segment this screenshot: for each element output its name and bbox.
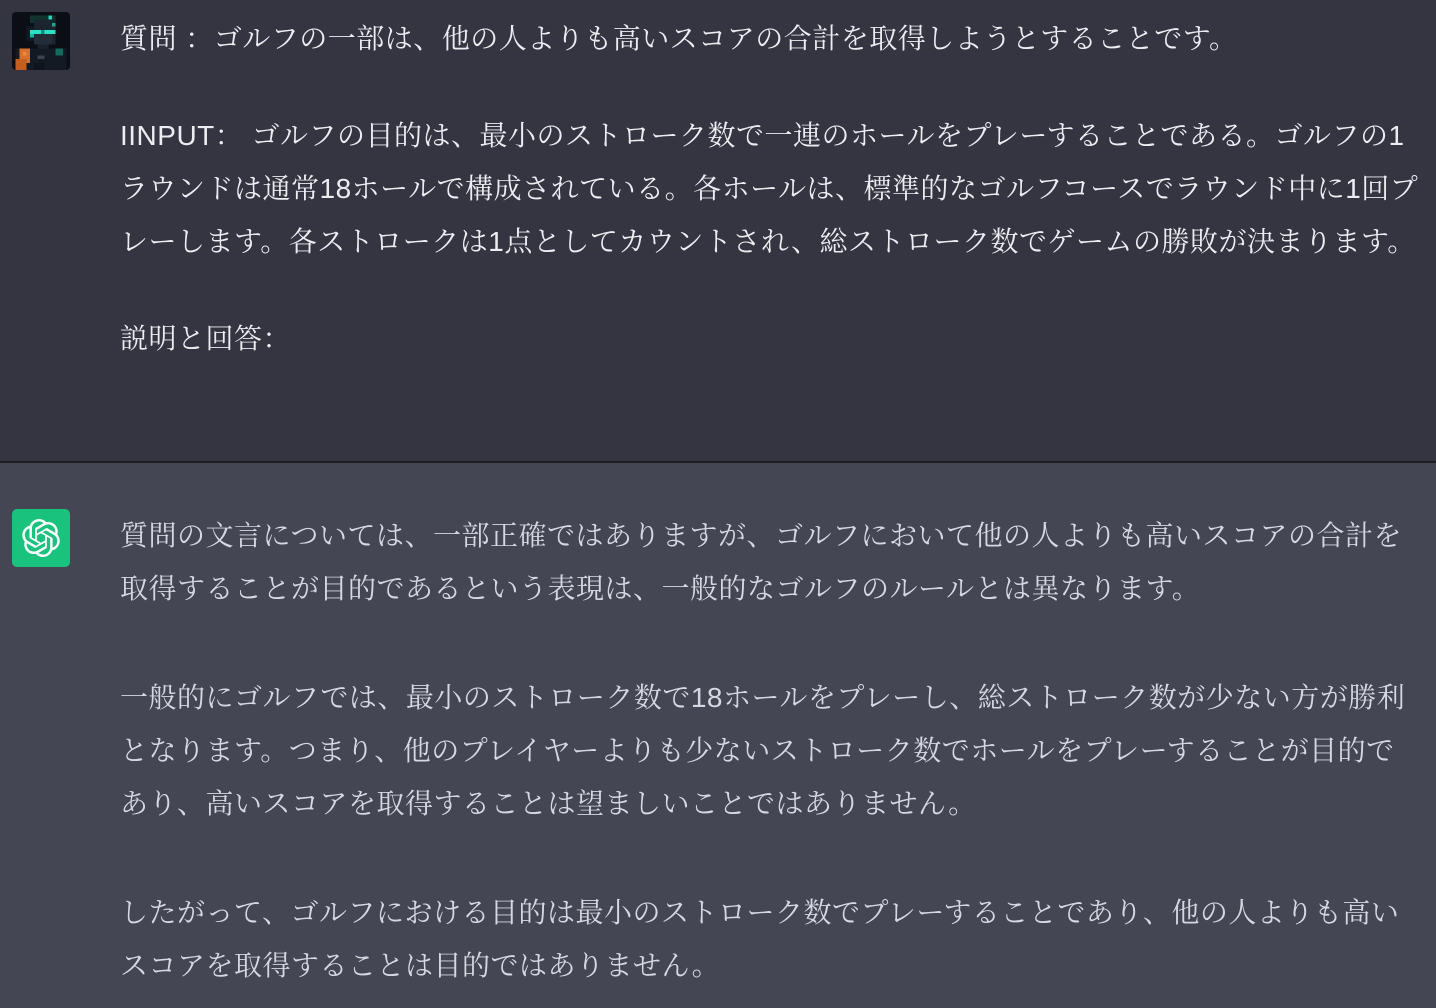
pixel-avatar-icon [12,12,70,70]
assistant-avatar [12,509,70,567]
assistant-paragraph-3: したがって、ゴルフにおける目的は最小のストローク数でプレーすることであり、他の人よりも高いスコアを取得することは目的ではありません。 [120,897,1400,981]
user-paragraph-3: 説明と回答： [120,323,292,354]
user-paragraph-1: 質問 ：ゴルフの一部は、他の人よりも高いスコアの合計を取得しようとすることです。 [120,23,1238,54]
openai-logo-icon [22,519,60,557]
user-message-row [0,0,1436,463]
user-avatar [12,12,70,70]
assistant-message-row [0,463,1436,1008]
user-message-text [120,12,1422,409]
user-paragraph-2: IINPUT： ゴルフの目的は、最小のストローク数で一連のホールをプレーすることである。ゴルフの1ラウンドは通常18ホールで構成されている。各ホールは、標準的なゴルフコースでラウンド中に1回プレーします。各ストロークは1点としてカウントされ、総ストローク数でゲームの勝敗が決まります。 [120,120,1419,257]
assistant-paragraph-1: 質問の文言については、一部正確ではありますが、ゴルフにおいて他の人よりも高いスコアの合計を取得することが目的であるという表現は、一般的なゴルフのルールとは異なります。 [120,520,1402,604]
assistant-message-text [120,509,1422,1008]
assistant-paragraph-2: 一般的にゴルフでは、最小のストローク数で18ホールをプレーし、総ストローク数が少ない方が勝利となります。つまり、他のプレイヤーよりも少ないストローク数でホールをプレーすることが目的であり、高いスコアを取得することは望ましいことではありません。 [120,682,1406,819]
